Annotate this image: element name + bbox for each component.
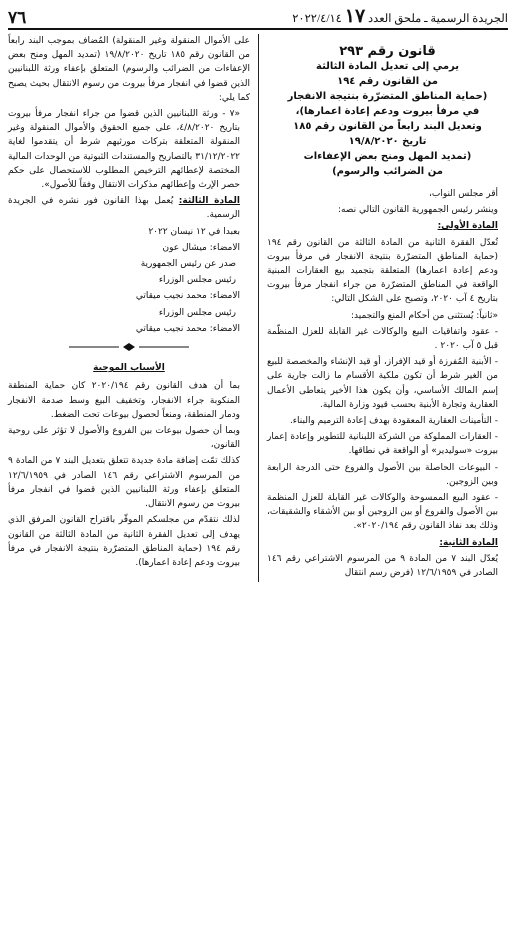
reasons-paragraph: كذلك تمّت إضافة مادة جديدة تتعلق بتعديل البند ٧ من المادة ٩ من المرسوم الاشتراعي رقم ١٤٦ الصادر في ١٢/٦/١٩٥٩ المتعلق بإعفاء ورثة اللبنانيين الذين قضوا في انفجار مرفأ بيروت من رسوم الانتقال. [8,456,241,510]
signature-president: الامضاء: ميشال عون [162,242,240,253]
divider-ornament-icon [69,342,189,352]
intro-parliament: أقر مجلس النواب، [428,189,498,199]
ornament-divider [8,342,250,357]
quote-open: «ثانياً: يُستثنى من أحكام المنع والتجميد: [351,310,498,321]
exception-item: - التأمينات العقارية المعقودة بهدف إعادة الترميم والبناء. [289,416,498,427]
exception-item: - الأبنية المُفرزة أو قيد الإفراز، أو قيد الإنشاء والمخصصة للبيع من الغير شرط أن تكون ملكية الأقسام ما زالت جارية على إسم المالك الأساسي، وأن يكون هذا الأخير يتعاطى الأعمال العقارية وتجارة الأبنية بحسب قيود وزارة المالية. [267,357,498,410]
page-number: ٧٦ [8,8,27,28]
right-column [258,34,508,582]
article2-heading: المادة الثانية: [439,537,498,548]
issue-date: ٢٠٢٢/٤/١٤ [292,13,342,25]
law-title-line: تاريخ ١٩/٨/٢٠٢٠ [348,136,427,147]
reasons-title: الأسباب الموجبة [93,363,165,374]
article3-heading: المادة الثالثة: [178,196,240,207]
reasons-paragraph: وبما أن حصول بيوعات بين الفروع والأصول لا تؤثر على روحية القانون، [8,426,240,451]
article2-continuation: على الأموال المنقولة وغير المنقولة) المُضاف بموجب البند رابعاً من القانون رقم ١٨٥ تاريخ ١٩/٨/٢٠٢٠ (تمديد المهل ومنح بعض الإعفاءات من الضرائب والرسوم) المتعلق بإعفاء ورثة اللبنانيين الذين قضوا في انفجار مرفأ بيروت من رسوم الانتقال بحيث يصبح كما يلي: [8,36,250,103]
article1-heading: المادة الأولى: [437,221,498,232]
law-title-line: في مرفأ بيروت ودعم إعادة اعمارها)، [295,106,480,117]
law-title-line: من الضرائب والرسوم) [332,166,443,177]
exception-item: - العقارات المملوكة من الشركة اللبنانية للتطوير وإعادة إعمار بيروت «سوليدير» أو الواقعة في نطاقها. [267,432,498,457]
two-column-body [8,34,508,582]
reasons-paragraph: لذلك نتقدّم من مجلسكم الموقّر باقتراح القانون المرفق الذي يهدف إلى تعديل الفقرة الثانية من المادة الثالثة من القانون رقم ١٩٤ (حماية المناطق المتضرّرة بنتيجة الانفجار في مرفأ بيروت ودعم إعادة اعمارها). [8,515,241,568]
issue-number: ١٧ [344,6,366,27]
article1-text: تُعدّل الفقرة الثانية من المادة الثالثة من القانون رقم ١٩٤ (حماية المناطق المتضرّرة بنتيجة الانفجار في مرفأ بيروت ودعم إعادة اعمارها) المتعلقة بتجميد بيع العقارات المبنية الواقعة في المناطق المتضرّرة من جراء انفجار مرفأ بيروت بتاريخ ٤ آب ٢٠٢٠، وتصبح على الشكل التالي: [267,237,498,305]
running-header [292,5,508,28]
article3 [8,194,250,222]
left-column [8,34,258,582]
page-header [8,4,508,30]
signature-pm-2: الامضاء: محمد نجيب ميقاتي [135,323,240,334]
law-title-line: من القانون رقم ١٩٤ [337,76,438,87]
reasons-paragraph: بما أن هدف القانون رقم ٢٠٢٠/١٩٤ كان حماية المنطقة المنكوبة جراء الانفجار، وتخفيف البيع وسط صدمة الانفجار ودمار المنطقة، ومنعاً لحصول بيوعات تحت الضغط. [8,381,240,420]
signature-pm: الامضاء: محمد نجيب ميقاتي [135,291,240,302]
article2-text: يُعدّل البند ٧ من المادة ٩ من المرسوم الاشتراعي رقم ١٤٦ الصادر في ١٢/٦/١٩٥٩ (فرض رسم انتقال [267,553,498,579]
law-title-line: وتعديل البند رابعاً من القانون رقم ١٨٥ [293,121,482,132]
exception-item: - عقود البيع الممسوحة والوكالات غير القابلة للعزل المنظمة بين الأصول والفروع أو بين الزوجين أو بين الأشقاء والشقيقات، وذلك بعد نفاذ القانون رقم ٢٠٢٠/١٩٤». [267,493,498,532]
exception-item: - عقود واتفاقيات البيع والوكالات غير القابلة للعزل المنظّمة قبل ٥ آب ٢٠٢٠ . [267,326,498,352]
quote-item7: «٧ - ورثة اللبنانيين الذين قضوا من جراء انفجار مرفأ بيروت بتاريخ ٤/٨/٢٠٢٠، على جميع الحقوق والأموال المنقولة وغير المنقولة المتعلقة بتركات مورثيهم شرط أن يتقدموا لغاية ٣١/١٢/٢٠٢٢ بالتصاريح والمستندات الثبوتية من الوحدات المالية المختصة لإعطائهم الترخيص المطلوب للاستحصال على حكم حصر الإرث وإعطائهم مذكرات الانتقال وفقاً للأصول». [8,109,240,191]
issued-by: صدر عن رئيس الجمهورية [140,259,236,270]
law-title-line: يرمي إلى تعديل المادة الثالثة [316,61,459,72]
running-title: الجريدة الرسمية ـ ملحق العدد [368,13,508,25]
date-line: بعبدا في ١٢ نيسان ٢٠٢٢ [148,226,240,237]
pm-title: رئيس مجلس الوزراء [158,275,236,286]
law-title-block [267,44,508,179]
pm-title-2: رئيس مجلس الوزراء [158,307,236,318]
law-number: قانون رقم ٢٩٣ [339,44,436,59]
exception-item: - البيوعات الحاصلة بين الأصول والفروع حتى الدرجة الرابعة وبين الزوجين. [267,462,498,487]
law-title-line: (تمديد المهل ومنح بعض الإعفاءات [303,151,472,162]
article3-text: يُعمل بهذا القانون فور نشره في الجريدة الرسمية. [8,196,240,221]
intro-president: وينشر رئيس الجمهورية القانون التالي نصه: [337,205,498,216]
law-title-line: (حماية المناطق المتضرّرة بنتيجة الانفجار [287,91,488,102]
